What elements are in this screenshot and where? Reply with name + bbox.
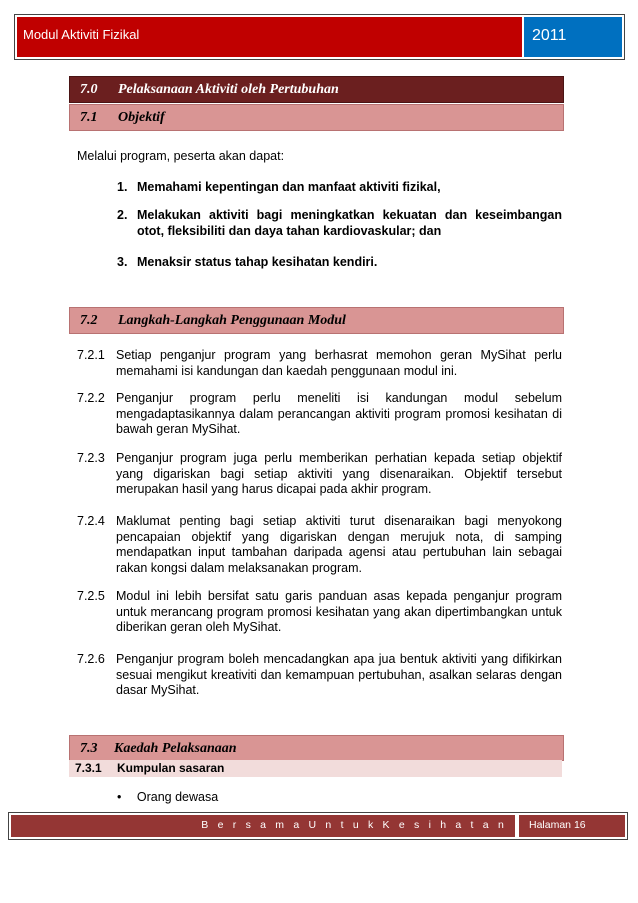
list-text: Melakukan aktiviti bagi meningkatkan kekuatan dan keseimbangan otot, fleksibiliti dan daya tahan kardiovaskular; dan bbox=[137, 208, 562, 238]
item-text: Penganjur program juga perlu memberikan perhatian kepada setiap objektif yang digariskan bagi setiap aktiviti yang disenaraikan. Objektif tersebut merupakan hasil yang harus dicapai pada akhir program. bbox=[116, 451, 562, 496]
section-heading-7-0 bbox=[69, 76, 564, 103]
item-number: 7.2.6 bbox=[77, 652, 105, 666]
bullet-text: Orang dewasa bbox=[136, 790, 219, 804]
section-number: 7.2 bbox=[80, 313, 98, 328]
item-text: Maklumat penting bagi setiap aktiviti turut disenaraikan bagi menyokong pencapaian objektif yang digariskan dengan merujuk nota, di samping mendapatkan input tambahan daripada agensi atau pertubuhan lain sebagai rakan kongsi dalam melaksanakan program. bbox=[116, 514, 562, 575]
item-number: 7.2.3 bbox=[77, 451, 105, 465]
list-number: 2. bbox=[117, 208, 128, 222]
item-text: Penganjur program boleh mencadangkan apa jua bentuk aktiviti yang difikirkan sesuai mengikut kreativiti dan kemampuan pertubuhan, asalkan selaras dengan dasar MySihat. bbox=[116, 652, 562, 697]
section-heading-7-2 bbox=[69, 307, 564, 334]
list-text: Menaksir status tahap kesihatan kendiri. bbox=[137, 255, 378, 269]
page-footer bbox=[8, 812, 628, 840]
section-number: 7.0 bbox=[80, 82, 98, 97]
objective-intro: Melalui program, peserta akan dapat: bbox=[77, 149, 285, 163]
header-year: 2011 bbox=[532, 27, 567, 44]
header-title: Modul Aktiviti Fizikal bbox=[23, 27, 140, 42]
list-number: 3. bbox=[117, 255, 128, 269]
section-heading-7-3 bbox=[69, 735, 564, 761]
page-header bbox=[14, 14, 625, 60]
item-text: Setiap penganjur program yang berhasrat memohon geran MySihat perlu memahami isi kandungan dan kaedah penggunaan modul ini. bbox=[116, 348, 562, 378]
section-title: Kaedah Pelaksanaan bbox=[114, 741, 237, 756]
footer-page-band bbox=[519, 815, 625, 837]
item-number: 7.2.5 bbox=[77, 589, 105, 603]
item-text: Modul ini lebih bersifat satu garis panduan asas kepada penganjur program untuk merancang program promosi kesihatan yang akan dipertimbangkan untuk diberikan geran oleh MySihat. bbox=[116, 589, 562, 634]
subsection-heading-7-3-1 bbox=[69, 760, 562, 777]
item-number: 7.2.4 bbox=[77, 514, 105, 528]
subsection-number: 7.3.1 bbox=[75, 761, 102, 775]
header-title-band bbox=[17, 17, 522, 57]
section-number: 7.1 bbox=[80, 110, 98, 125]
section-heading-7-1 bbox=[69, 104, 564, 131]
subsection-title: Kumpulan sasaran bbox=[117, 761, 225, 775]
section-number: 7.3 bbox=[80, 741, 98, 756]
item-text: Penganjur program perlu meneliti isi kandungan modul sebelum mengadaptasikannya dalam perancangan aktiviti program promosi kesihatan di bawah geran MySihat. bbox=[116, 391, 562, 436]
list-text: Memahami kepentingan dan manfaat aktiviti fizikal, bbox=[137, 180, 441, 194]
section-title: Objektif bbox=[118, 110, 165, 125]
section-title: Langkah-Langkah Penggunaan Modul bbox=[118, 313, 346, 328]
page-number: Halaman 16 bbox=[529, 819, 586, 831]
footer-tagline: B e r s a m a U n t u k K e s i h a t a n bbox=[201, 819, 507, 831]
footer-tagline-band bbox=[11, 815, 515, 837]
list-item bbox=[117, 790, 218, 806]
bullet-icon: • bbox=[117, 790, 122, 804]
section-title: Pelaksanaan Aktiviti oleh Pertubuhan bbox=[118, 82, 339, 97]
item-number: 7.2.1 bbox=[77, 348, 105, 362]
list-number: 1. bbox=[117, 180, 128, 194]
item-number: 7.2.2 bbox=[77, 391, 105, 405]
header-year-band bbox=[524, 17, 622, 57]
